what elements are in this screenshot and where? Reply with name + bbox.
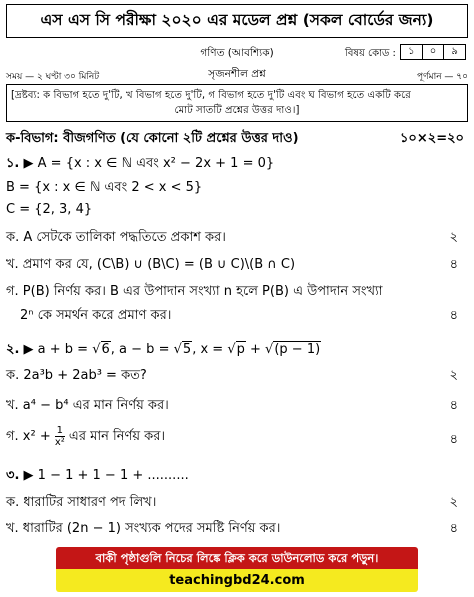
q2-number: ২. <box>6 342 20 357</box>
q2-root-p-minus-1: (p − 1) <box>274 342 321 357</box>
exam-time: সময় — ২ ঘণ্টা ৩০ মিনিট <box>6 72 100 82</box>
exam-title: এস এস সি পরীক্ষা ২০২০ এর মডেল প্রশ্ন (সকল বোর্ডের জন্য) <box>6 4 468 38</box>
subject-name: গণিত (আবশ্যিক) <box>200 47 274 59</box>
code-digit: ৯ <box>451 46 458 57</box>
site-link[interactable]: teachingbd24.com <box>56 569 418 592</box>
q2-fraction <box>55 425 65 448</box>
q2-part-c-post: এর মান নির্ণয় কর। <box>64 429 166 444</box>
q1-number: ১. <box>6 156 20 171</box>
q1-stem-a <box>6 154 274 175</box>
q2-part-c-pre: গ. x² + <box>6 429 55 444</box>
q3-part-b-marks: ৪ <box>449 521 458 536</box>
q1-part-b-marks: ৪ <box>449 257 458 272</box>
q3-part-a-marks: ২ <box>449 495 458 510</box>
q1-part-c-line2: 2ⁿ কে সমর্থন করে প্রমাণ কর। <box>20 308 172 323</box>
q1-part-a: ক. A সেটকে তালিকা পদ্ধতিতে প্রকাশ কর। <box>6 230 226 245</box>
download-banner[interactable] <box>56 547 418 593</box>
q2-stem-part: + <box>245 342 266 357</box>
subject-code-label: বিষয় কোড : <box>345 48 396 59</box>
q2-root-6: 6 <box>101 342 110 357</box>
download-notice[interactable]: বাকী পৃষ্ঠাগুলি নিচের লিঙ্কে ক্লিক করে ডাউনলোড করে পড়ুন। <box>56 547 418 569</box>
q2-part-b-marks: ৪ <box>449 398 458 413</box>
q3-stem <box>6 466 189 487</box>
q2-part-a: ক. 2a³b + 2ab³ = কত? <box>6 368 147 383</box>
note-line-2: মোট সাতটি প্রশ্নের উত্তর দাও।] <box>174 105 300 116</box>
q1-part-b: খ. প্রমাণ কর যে, (C\B) ∪ (B\C) = (B ∪ C)\(B ∩ C) <box>6 257 296 272</box>
section-title: ক-বিভাগ: বীজগণিত (যে কোনো ২টি প্রশ্নের উত্তর দাও) <box>6 131 299 146</box>
q1-part-c-marks: ৪ <box>449 308 458 323</box>
section-marks: ১০×২=২০ <box>399 131 464 146</box>
q2-part-c <box>6 425 165 448</box>
q2-root-p: p <box>236 342 245 357</box>
q3-part-a: ক. ধারাটির সাধারণ পদ লিখ। <box>6 495 157 510</box>
q3-part-b: খ. ধারাটির (2n − 1) সংখ্যক পদের সমষ্টি নির্ণয় কর। <box>6 521 281 536</box>
code-digit: ০ <box>423 45 445 59</box>
q1-set-b: B = {x : x ∈ ℕ এবং 2 < x < 5} <box>6 180 203 195</box>
q2-stem-part: , x = <box>192 342 228 357</box>
q2-stem: ২. ▶ a + b = √6, a − b = √5, x = √p + √(p − 1) <box>6 342 321 357</box>
q2-fraction-numerator: 1 <box>56 425 64 436</box>
q1-set-a: ▶ A = {x : x ∈ ℕ এবং x² − 2x + 1 = 0} <box>23 156 275 171</box>
q2-stem-part: ▶ a + b = <box>23 342 93 357</box>
question-type: সৃজনশীল প্রশ্ন <box>208 68 266 80</box>
q3-number: ৩. <box>6 468 20 483</box>
q2-part-a-marks: ২ <box>449 368 458 383</box>
code-digit: ১ <box>401 45 423 59</box>
note-line-1: [দ্রষ্টব্য: ক বিভাগ হতে দু'টি, খ বিভাগ হতে দু'টি, গ বিভাগ হতে দু'টি এবং ঘ বিভাগ হতে একটি করে <box>11 90 411 101</box>
q1-set-c: C = {2, 3, 4} <box>6 202 93 217</box>
q2-part-c-marks: ৪ <box>449 432 458 447</box>
subject-code-box <box>400 44 466 60</box>
full-marks: পূর্ণমান — ৭০ <box>417 72 468 82</box>
q2-root-5: 5 <box>182 342 192 357</box>
q3-series: ▶ 1 − 1 + 1 − 1 + .......... <box>23 468 189 483</box>
q2-fraction-denominator: x² <box>54 437 65 448</box>
instruction-note <box>6 84 468 122</box>
q2-part-b: খ. a⁴ − b⁴ এর মান নির্ণয় কর। <box>6 398 169 413</box>
q2-stem-part: , a − b = <box>110 342 174 357</box>
q1-part-c-line1: গ. P(B) নির্ণয় কর। B এর উপাদান সংখ্যা n হলে P(B) এ উপাদান সংখ্যা <box>6 284 383 299</box>
q1-part-a-marks: ২ <box>449 230 458 245</box>
